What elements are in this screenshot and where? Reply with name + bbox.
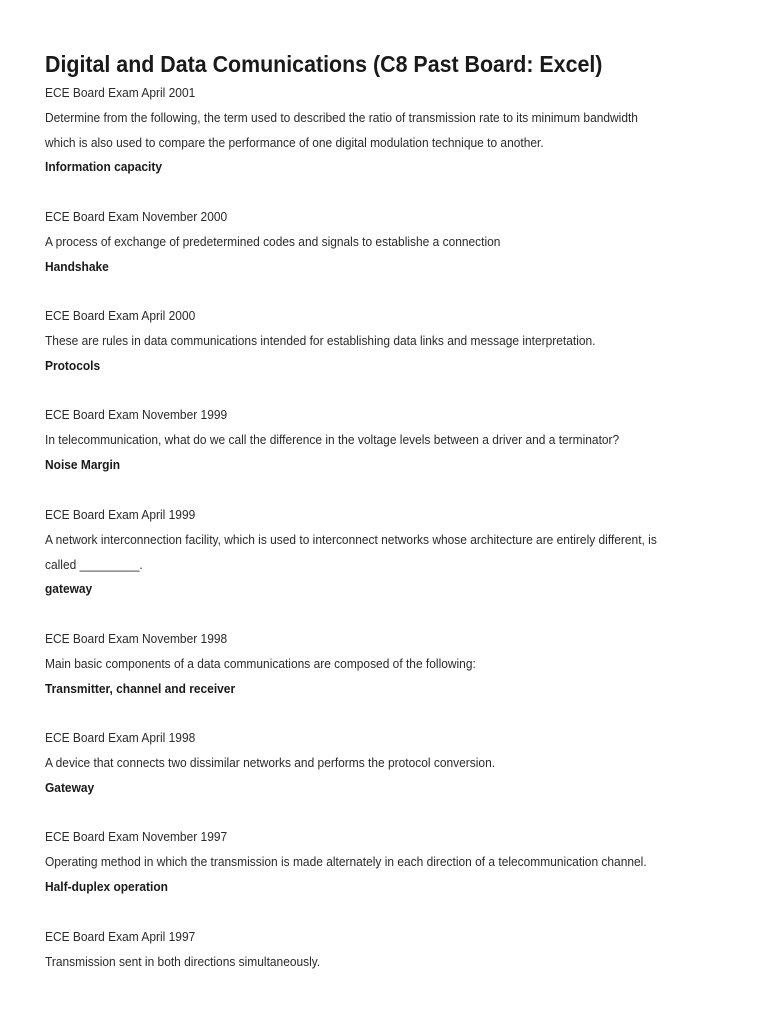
exam-label: ECE Board Exam April 1997 [45,929,196,944]
question-text: A network interconnection facility, which is used to interconnect networks whose architecture are entirely different, is [45,531,657,547]
qa-entry [45,627,735,701]
exam-label: ECE Board Exam April 2001 [45,85,196,100]
question-text: These are rules in data communications intended for establishing data links and message interpretation. [45,332,596,348]
question-text: called _________. [45,556,143,572]
question-text: Determine from the following, the term used to described the ratio of transmission rate to its minimum bandwidth [45,109,638,125]
qa-entry [45,81,735,180]
question-text: Main basic components of a data communications are composed of the following: [45,655,476,671]
qa-entry [45,726,735,800]
question-text: Operating method in which the transmission is made alternately in each direction of a telecommunication channel. [45,853,647,869]
question-text: In telecommunication, what do we call the difference in the voltage levels between a driver and a terminator? [45,431,620,447]
answer-text: Transmitter, channel and receiver [45,680,236,696]
qa-entry [45,403,735,477]
question-text: Transmission sent in both directions simultaneously. [45,953,321,969]
exam-label: ECE Board Exam November 1999 [45,407,228,422]
exam-label: ECE Board Exam April 2000 [45,308,196,323]
qa-entry [45,205,735,279]
answer-text: gateway [45,581,93,597]
qa-entry [45,503,735,602]
answer-text: Handshake [45,258,109,274]
answer-text: Protocols [45,357,101,373]
answer-text: Gateway [45,779,95,795]
answer-text: Information capacity [45,159,162,175]
document-title: Digital and Data Comunications (C8 Past Board: Excel) [45,51,603,77]
question-text: which is also used to compare the performance of one digital modulation technique to another. [45,134,544,150]
qa-entry [45,304,735,378]
exam-label: ECE Board Exam November 2000 [45,209,228,224]
exam-label: ECE Board Exam April 1998 [45,730,196,745]
question-text: A device that connects two dissimilar networks and performs the protocol conversion. [45,754,496,770]
qa-entry [45,825,735,899]
answer-text: Half-duplex operation [45,878,168,894]
question-text: A process of exchange of predetermined codes and signals to establishe a connection [45,233,501,249]
exam-label: ECE Board Exam November 1997 [45,829,228,844]
exam-label: ECE Board Exam April 1999 [45,507,196,522]
answer-text: Noise Margin [45,456,121,472]
qa-entry [45,925,735,975]
exam-label: ECE Board Exam November 1998 [45,631,228,646]
